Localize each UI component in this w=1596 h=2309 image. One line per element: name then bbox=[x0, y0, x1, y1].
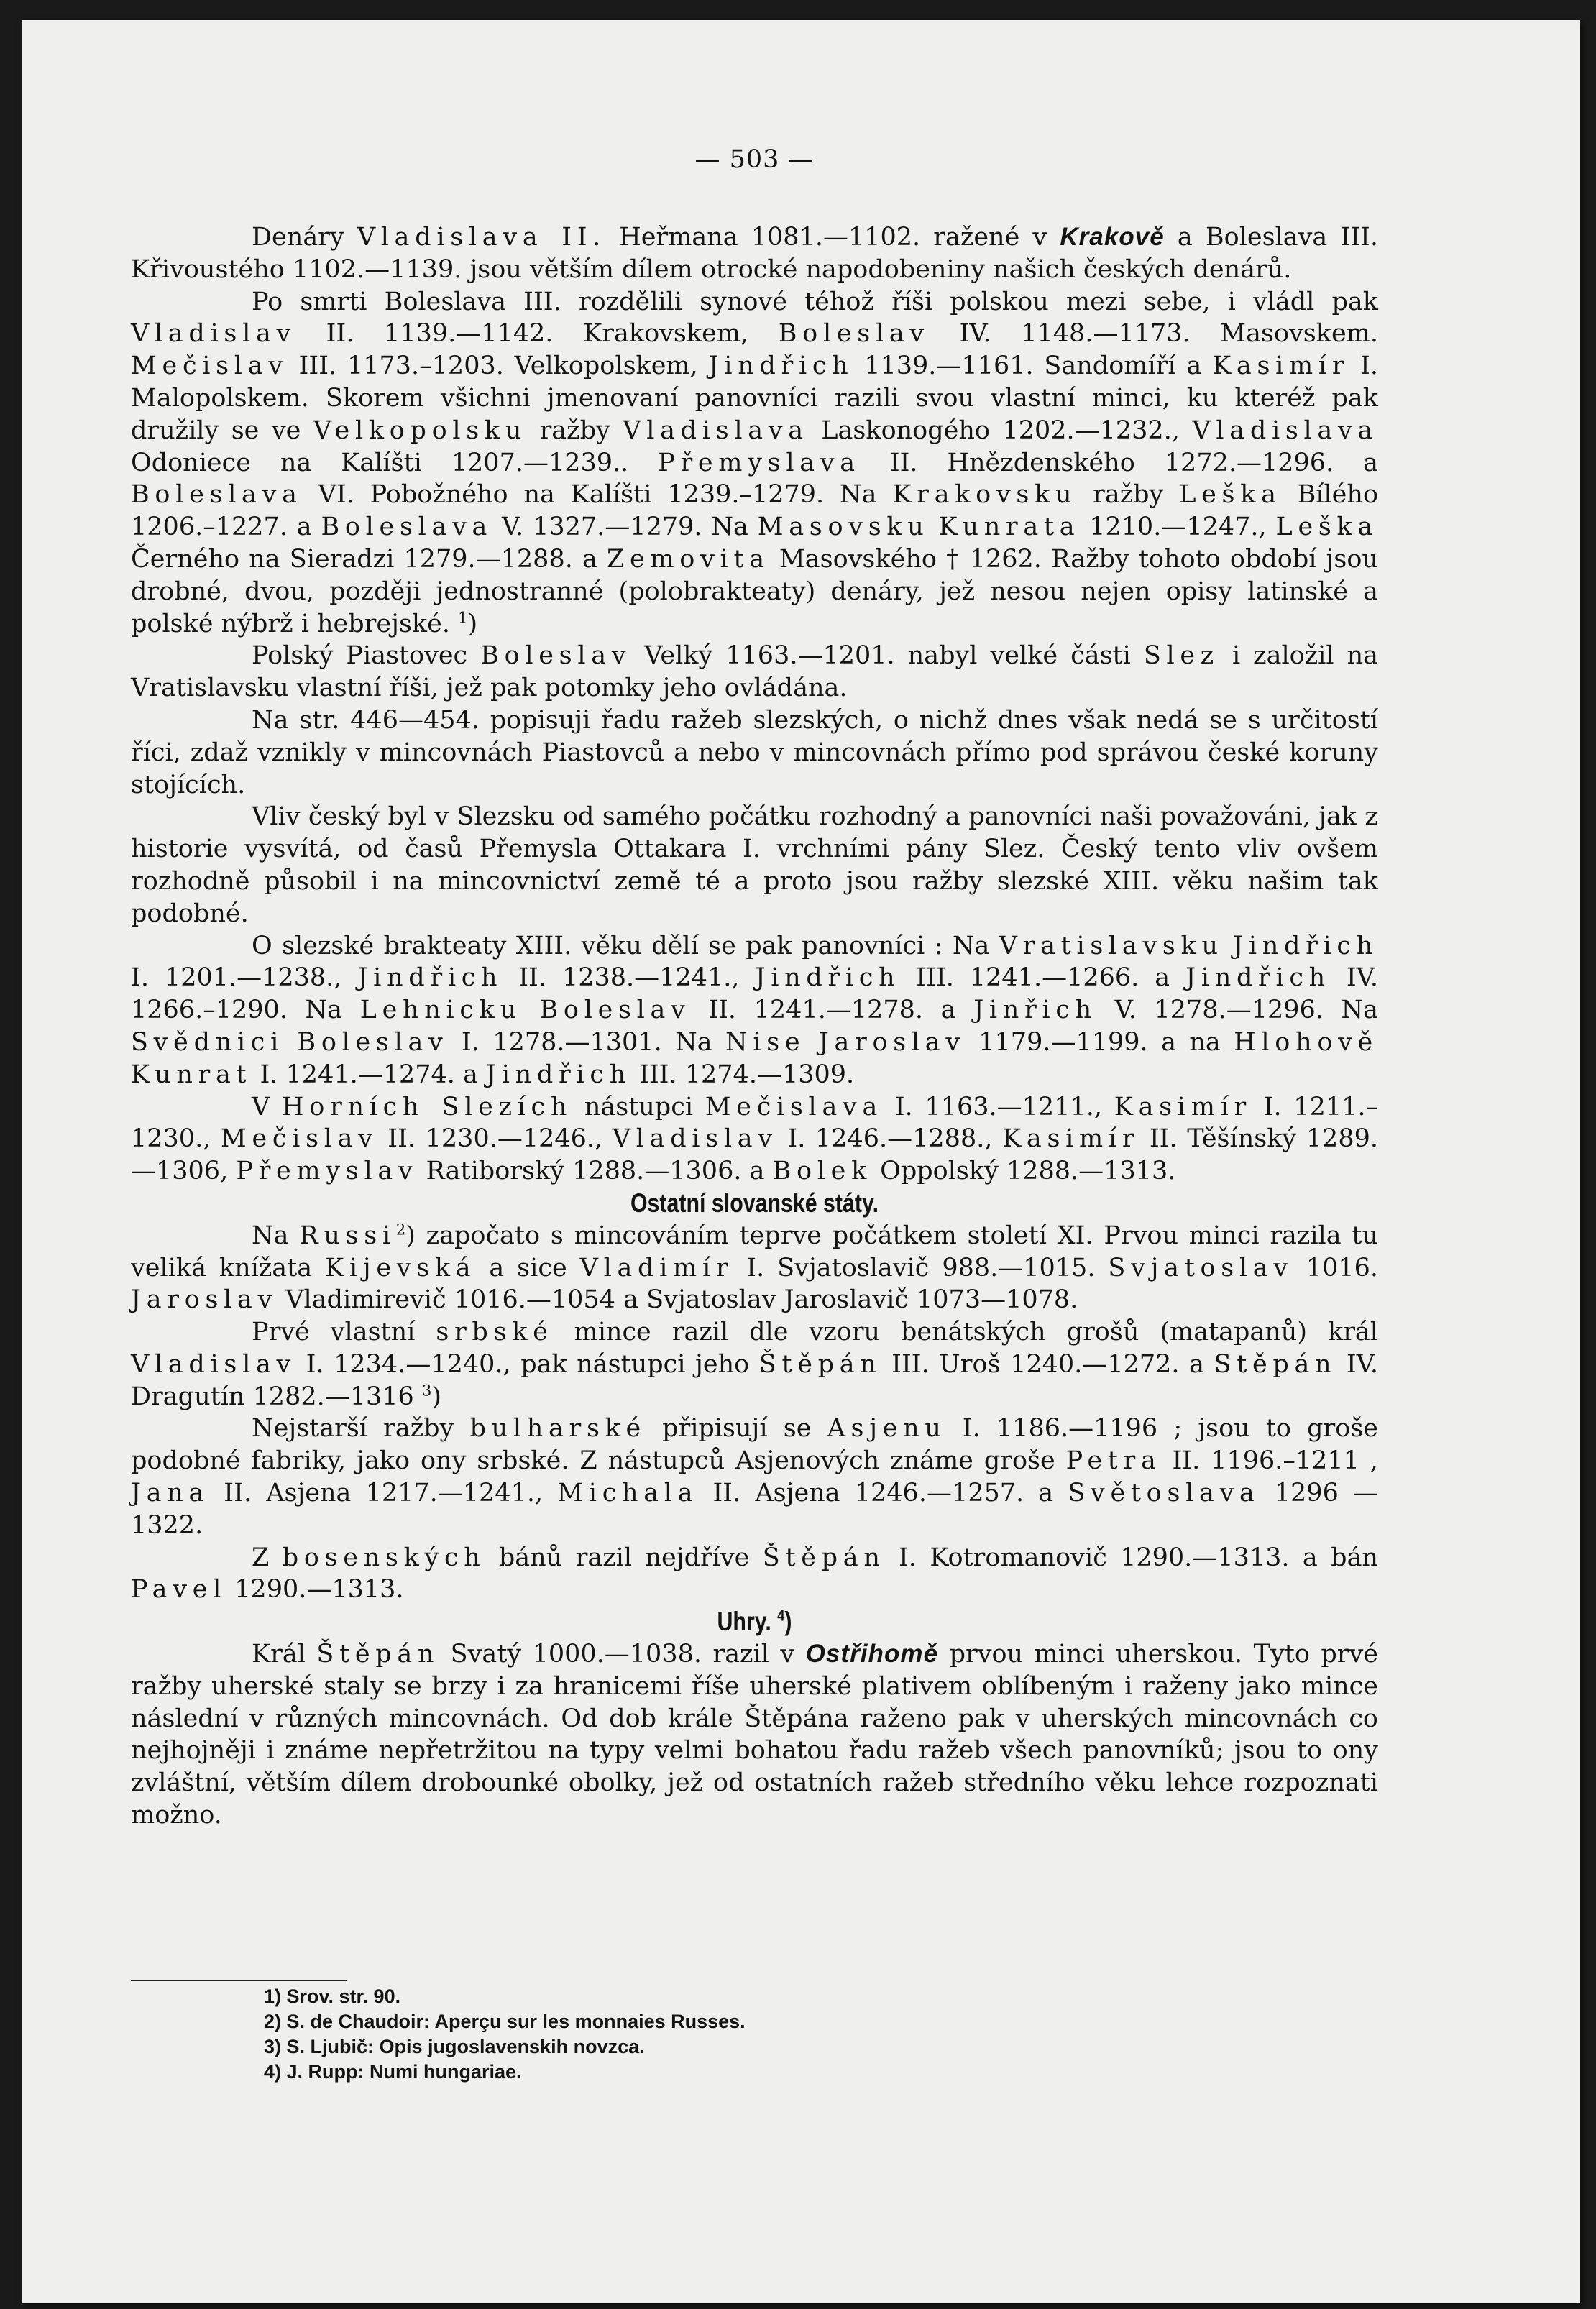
text-run: II. Hnězdenského 1272.—1296. a bbox=[860, 448, 1378, 477]
text-run: IV. 1266.–1290. Na bbox=[131, 963, 1378, 1025]
section-heading bbox=[243, 1188, 1266, 1220]
spaced-name: bulharské bbox=[469, 1414, 646, 1443]
paragraph bbox=[131, 640, 1378, 704]
spaced-name: Slez bbox=[1143, 641, 1219, 671]
text-run: V bbox=[252, 1092, 283, 1121]
spaced-name: Bolek bbox=[772, 1157, 873, 1186]
spaced-name: Stěpán bbox=[1214, 1349, 1337, 1379]
spaced-name: Petra bbox=[1065, 1446, 1162, 1476]
text-run: I. 1163.—1211., bbox=[883, 1092, 1114, 1121]
footnote-2: 2) S. de Chaudoir: Aperçu sur les monnaies Russes. bbox=[264, 2011, 746, 2032]
text-run: II. Těšínský 1289.—1306, bbox=[131, 1124, 1378, 1186]
spaced-name: Přemyslava bbox=[658, 448, 861, 477]
footnote-4: 4) J. Rupp: Numi hungariae. bbox=[264, 2061, 522, 2083]
text-run: II. 1241.—1278. a bbox=[690, 996, 974, 1025]
text-run: V. 1278.—1296. Na bbox=[1096, 996, 1379, 1025]
text-run bbox=[930, 513, 939, 541]
spaced-name: Boleslava bbox=[321, 513, 493, 542]
text-run: Ostatní slovanské státy. bbox=[630, 1188, 879, 1218]
paragraph bbox=[131, 1091, 1378, 1188]
text-run: II. 1238.—1241., bbox=[503, 963, 756, 993]
spaced-name: Russi bbox=[299, 1221, 396, 1250]
footnote-ref: 2 bbox=[395, 1221, 406, 1239]
text-run: III. 1274.—1309. bbox=[630, 1060, 855, 1089]
text-run: 1296 —1322. bbox=[131, 1479, 1379, 1540]
text-run: I. Svjatoslavič 988.—1015. bbox=[733, 1253, 1109, 1282]
spaced-name: Vratislavsku bbox=[999, 931, 1224, 960]
text-run: Laskonogého 1202.—1232., bbox=[808, 416, 1193, 445]
spaced-name: Vladislava bbox=[1192, 416, 1379, 445]
spaced-name: Krakovsku bbox=[892, 480, 1078, 510]
text-run: Na bbox=[252, 1221, 300, 1250]
spaced-name: Hlohově bbox=[1234, 1027, 1378, 1057]
spaced-name: Vladislav bbox=[131, 319, 297, 349]
footnotes bbox=[264, 1984, 746, 2085]
text-run: Velký 1163.—1201. nabyl velké části bbox=[631, 641, 1144, 671]
text-run: Odoniece na Kalíšti 1207.—1239.. bbox=[131, 448, 659, 477]
text-run: II. 1139.—1142. Krakovskem, bbox=[296, 319, 779, 349]
footnote-rule bbox=[131, 1980, 347, 1981]
text-run: Bílého 1206.–1227. a bbox=[131, 480, 1379, 542]
spaced-name: Jaroslav bbox=[818, 1027, 966, 1057]
spaced-name: Přemyslav bbox=[236, 1157, 418, 1186]
text-run: ) bbox=[784, 1607, 792, 1637]
paragraph bbox=[131, 930, 1378, 1091]
text-run: I. 1211.–1230., bbox=[131, 1092, 1379, 1154]
footnote-1: 1) Srov. str. 90. bbox=[264, 1986, 401, 2007]
spaced-name: Štěpán bbox=[316, 1640, 440, 1669]
spaced-name: Vladimír bbox=[579, 1253, 734, 1282]
text-run: Uhry. bbox=[717, 1607, 778, 1637]
spaced-name: Jindřich bbox=[1185, 963, 1331, 993]
spaced-name: Štěpán bbox=[762, 1543, 886, 1572]
text-run: I. Malopolskem. Skorem všichni jmenovaní panovníci razili svou vlastní minci, ku kteréž pak družily se ve bbox=[131, 352, 1379, 445]
spaced-name: Asjenu bbox=[827, 1414, 947, 1443]
text-run: ) bbox=[467, 609, 478, 638]
spaced-name: Mečislav bbox=[131, 352, 288, 381]
text-run: ) bbox=[431, 1382, 441, 1411]
spaced-name: Mečislav bbox=[220, 1124, 378, 1154]
spaced-name: Boleslava bbox=[131, 480, 303, 510]
paragraph bbox=[131, 221, 1378, 286]
spaced-name: Leška bbox=[1275, 513, 1378, 542]
text-run: III. Uroš 1240.—1272. a bbox=[881, 1349, 1214, 1379]
text-run: 1016. bbox=[1293, 1253, 1378, 1282]
spaced-name: Kasimír bbox=[1212, 352, 1350, 381]
text-run: a sice bbox=[476, 1253, 580, 1282]
text-run: 1290.—1313. bbox=[226, 1575, 404, 1605]
text-run: prvou minci uherskou. Tyto prvé ražby uherské staly se brzy i za hranicemi říše uherské plativem oblíbeným i raženy jako mince následní v různých mincovnách. Od dob krále Štěpána raženo pak v uherských mincovnách co nejhojněji i známe nepřetržitou na typy velmi bohatou řadu ražeb všech panovníků; jsou to ony zvláštní, větším dílem drobounké obolky, jež od ostatních ražeb středního věku lehce rozpoznati možno. bbox=[131, 1640, 1378, 1830]
spaced-name: bosenských bbox=[282, 1543, 486, 1572]
book-page bbox=[22, 20, 1580, 2303]
text-run: II. Asjena 1217.—1241., bbox=[209, 1479, 558, 1508]
text-run bbox=[522, 996, 540, 1024]
text-run: I. Kotromanovič 1290.—1313. a bán bbox=[885, 1543, 1378, 1572]
spaced-name: srbské bbox=[436, 1318, 554, 1347]
paragraph bbox=[131, 801, 1378, 929]
spaced-name: Boleslav bbox=[297, 1027, 449, 1057]
text-run: Vladimirevič 1016.—1054 a Svjatoslav Jaroslavič 1073—1078. bbox=[278, 1285, 1078, 1315]
text-run: I. 1278.—1301. Na bbox=[448, 1027, 726, 1057]
text-run: Prvé vlastní bbox=[252, 1318, 436, 1347]
text-run: Král bbox=[252, 1640, 317, 1669]
spaced-name: Jindřich bbox=[755, 963, 901, 993]
spaced-name: Kijevská bbox=[325, 1253, 477, 1282]
text-run: Z bbox=[252, 1543, 283, 1572]
spaced-name: Jaroslav bbox=[131, 1285, 278, 1315]
spaced-name: Jinřich bbox=[973, 996, 1097, 1025]
text-run: VI. Pobožného na Kalíšti 1239.–1279. Na bbox=[302, 480, 893, 510]
text-run: Svatý 1000.—1038. razil v bbox=[439, 1640, 806, 1669]
text-run: Na str. 446—454. popisuji řadu ražeb slezských, o nichž dnes však nedá se s určitostí říci, zdaž vznikly v mincovnách Piastovců a nebo v mincovnách přímo pod správou české koruny stojících. bbox=[131, 705, 1378, 799]
text-run: O slezské brakteaty XIII. věku dělí se pak panovníci : Na bbox=[252, 931, 999, 960]
text-run: 1179.—1199. a na bbox=[965, 1027, 1234, 1057]
text-run: III. 1241.—1266. a bbox=[900, 963, 1186, 993]
spaced-name: Nise bbox=[725, 1027, 806, 1057]
text-run bbox=[1224, 932, 1233, 960]
section-heading bbox=[243, 1606, 1266, 1638]
text-run: II. Asjena 1246.—1257. a bbox=[698, 1479, 1068, 1508]
text-run: bánů razil nejdříve bbox=[485, 1543, 763, 1572]
text-run: ražby bbox=[1077, 480, 1180, 510]
paragraph bbox=[131, 704, 1378, 801]
place-name: Krakově bbox=[1060, 223, 1165, 251]
text-run: Černého na Sieradzi 1279.—1288. a bbox=[131, 544, 607, 574]
text-run: Ratiborský 1288.—1306. a bbox=[418, 1157, 773, 1186]
text-run: Heřmana 1081.—1102. ražené v bbox=[606, 223, 1060, 252]
paragraph bbox=[131, 1413, 1378, 1541]
text-run: III. 1173.–1203. Velkopolskem, bbox=[288, 352, 709, 381]
spaced-name: Jana bbox=[131, 1479, 210, 1508]
footnote-ref: 3 bbox=[421, 1382, 432, 1400]
text-run bbox=[284, 1028, 297, 1057]
text-run: připisují se bbox=[646, 1414, 827, 1443]
spaced-name: Kunrat bbox=[131, 1060, 252, 1089]
spaced-name: Mečislava bbox=[705, 1092, 884, 1121]
footnote-3: 3) S. Ljubič: Opis jugoslavenskih novzca. bbox=[264, 2036, 645, 2057]
text-run: V. 1327.—1279. Na bbox=[492, 513, 758, 542]
text-run: II. 1196.–1211 , bbox=[1161, 1446, 1378, 1476]
text-run: IV. 1148.—1173. Masovskem. bbox=[929, 319, 1378, 349]
place-name: Ostřihomě bbox=[805, 1640, 939, 1668]
text-run: IV. Dragutín 1282.—1316 bbox=[131, 1349, 1378, 1411]
text-run: ) započato s mincováním teprve počátkem století XI. Prvou minci razila tu veliká knížata bbox=[131, 1221, 1379, 1282]
paragraph bbox=[131, 1220, 1378, 1316]
footnote-ref: 4 bbox=[777, 1606, 785, 1625]
body-text bbox=[131, 221, 1378, 1832]
paragraph bbox=[131, 1316, 1378, 1413]
text-run: i založil na Vratislavsku vlastní říši, jež pak potomky jeho ovládána. bbox=[131, 641, 1378, 703]
spaced-name: Jindřich bbox=[1233, 931, 1378, 960]
spaced-name: Kasimír bbox=[1002, 1124, 1140, 1154]
spaced-name: Masovsku bbox=[757, 513, 930, 542]
spaced-name: Světoslava bbox=[1068, 1479, 1260, 1508]
text-run: nástupci bbox=[572, 1092, 705, 1121]
spaced-name: Boleslav bbox=[480, 641, 632, 671]
text-run: Nejstarší ražby bbox=[252, 1414, 470, 1443]
spaced-name: Pavel bbox=[131, 1575, 227, 1605]
text-run: Masovského † 1262. Ražby tohoto období jsou drobné, dvou, později jednostranné (polobrakteaty) denáry, jež nesou nejen opisy latinské a polské nýbrž i hebrejské. bbox=[131, 544, 1378, 638]
spaced-name: Zemovita bbox=[606, 544, 770, 574]
text-run: Vliv český byl v Slezsku od samého počátku rozhodný a panovníci naši považováni, jak z historie vysvítá, od časů Přemysla Ottakara I. vrchními pány Slez. Český tento vliv ovšem rozhodně působil i na mincovnictví země té a proto jsou ražby slezské XIII. věku našim tak podobné. bbox=[131, 802, 1378, 928]
spaced-name: Vladislav bbox=[612, 1124, 778, 1154]
text-run bbox=[805, 1028, 818, 1057]
spaced-name: Horních Slezích bbox=[282, 1092, 573, 1121]
text-run: 1210.—1247., bbox=[1080, 513, 1276, 542]
text-run: I. 1201.—1238., bbox=[131, 963, 358, 993]
text-run: 1139.—1161. Sandomíří a bbox=[853, 352, 1213, 381]
footnote-ref: 1 bbox=[458, 608, 468, 626]
paragraph bbox=[131, 286, 1378, 641]
text-run: Po smrti Boleslava III. rozdělili synové téhož říši polskou mezi sebe, i vládl pak bbox=[252, 287, 1378, 316]
spaced-name: Štěpán bbox=[758, 1349, 882, 1379]
spaced-name: Vladislava bbox=[623, 416, 809, 445]
spaced-name: Vladislav bbox=[131, 1349, 297, 1379]
text-run: I. 1246.—1288., bbox=[777, 1124, 1003, 1154]
spaced-name: Svědnici bbox=[131, 1027, 284, 1057]
text-run: I. 1241.—1274. a bbox=[252, 1060, 487, 1089]
spaced-name: Kasimír bbox=[1114, 1092, 1252, 1121]
spaced-name: Lehnicku bbox=[359, 996, 522, 1025]
text-run: Denáry bbox=[252, 223, 357, 252]
text-run: I. 1234.—1240., pak nástupci jeho bbox=[296, 1349, 759, 1379]
text-run: ražby bbox=[527, 416, 623, 445]
spaced-name: Kunrata bbox=[938, 513, 1081, 542]
paragraph bbox=[131, 1638, 1378, 1832]
text-run: mince razil dle vzoru benátských grošů (matapanů) král bbox=[553, 1318, 1378, 1347]
spaced-name: Velkopolsku bbox=[313, 416, 528, 445]
spaced-name: Svjatoslav bbox=[1108, 1253, 1293, 1282]
spaced-name: Boleslav bbox=[539, 996, 691, 1025]
text-run: Polský Piastovec bbox=[252, 641, 481, 671]
spaced-name: Michala bbox=[557, 1479, 699, 1508]
spaced-name: Leška bbox=[1179, 480, 1282, 510]
paragraph bbox=[131, 1542, 1378, 1607]
text-run: Oppolský 1288.—1313. bbox=[872, 1157, 1176, 1186]
spaced-name: Boleslav bbox=[778, 319, 930, 349]
spaced-name: Jindřich bbox=[486, 1060, 631, 1089]
spaced-name: Vladislava II. bbox=[357, 223, 607, 252]
page-number: — 503 — bbox=[694, 145, 815, 174]
text-run: I. 1186.—1196 ; jsou to groše podobné fabriky, jako ony srbské. Z nástupců Asjenových známe groše bbox=[131, 1414, 1379, 1476]
text-run: a Boleslava III. Křivoustého 1102.—1139. jsou větším dílem otrocké napodobeniny našich českých denárů. bbox=[131, 223, 1378, 284]
text-run: II. 1230.—1246., bbox=[377, 1124, 613, 1154]
spaced-name: Jindřich bbox=[357, 963, 503, 993]
spaced-name: Jindřich bbox=[708, 352, 854, 381]
